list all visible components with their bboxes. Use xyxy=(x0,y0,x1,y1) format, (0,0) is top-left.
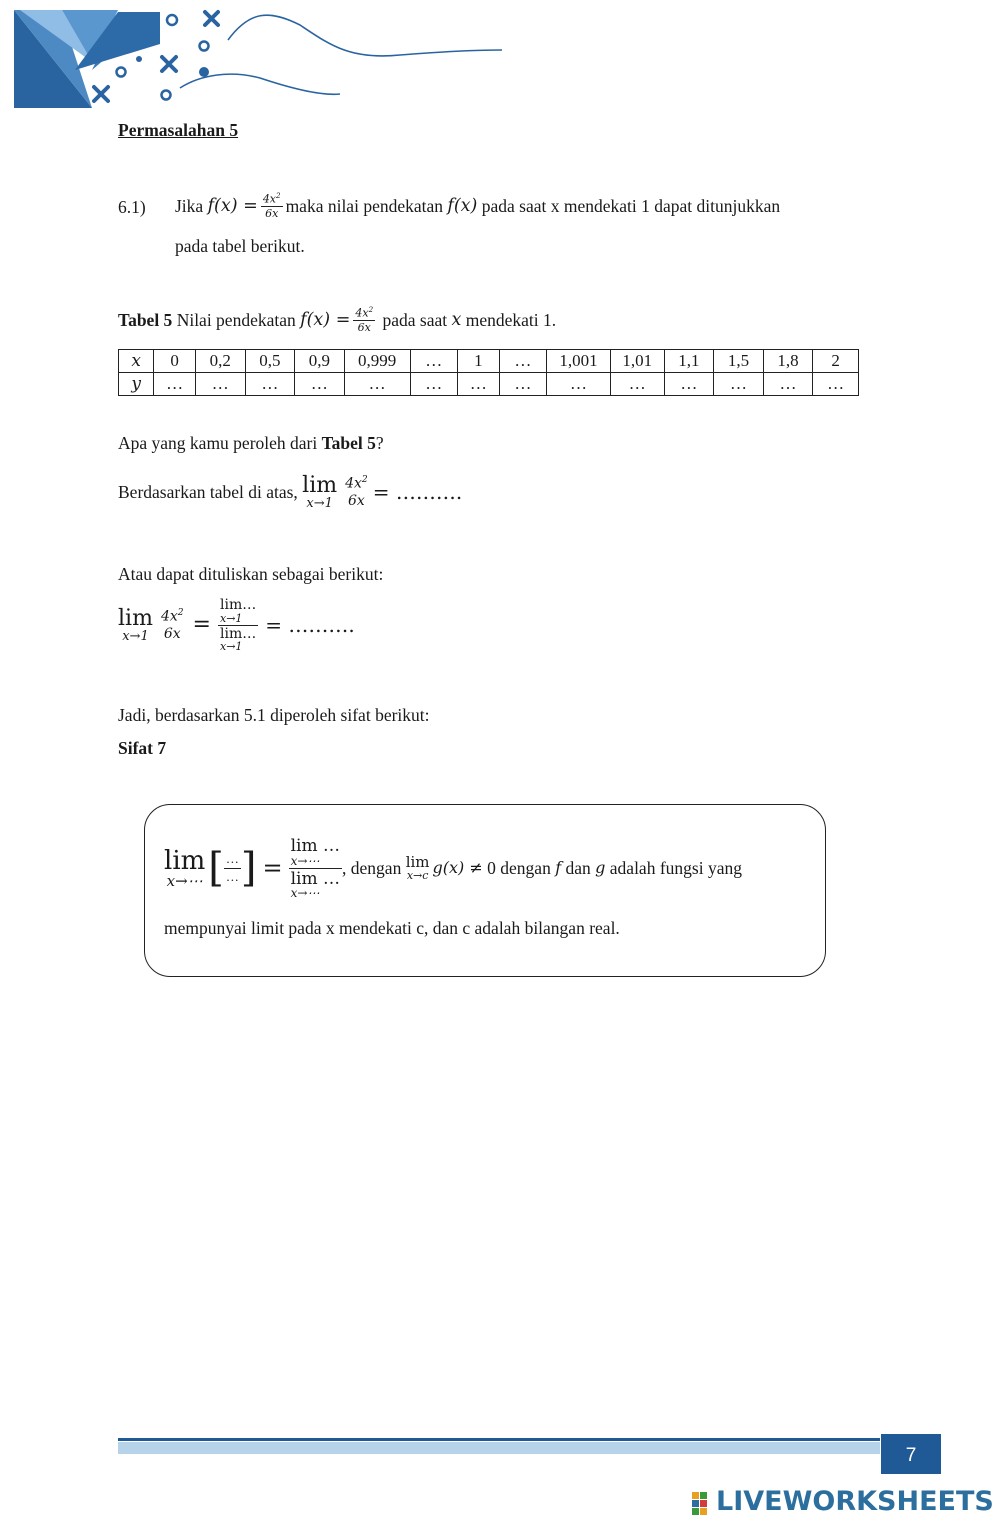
table-cell: … xyxy=(458,373,500,396)
table-cell: 0,999 xyxy=(344,350,410,373)
table-caption-fraction xyxy=(353,306,375,335)
table-caption-fraction-den: 6x xyxy=(357,321,371,335)
based-on-line xyxy=(118,466,462,518)
table-cell: … xyxy=(410,373,458,396)
conclusion: Jadi, berdasarkan 5.1 diperoleh sifat berikut: xyxy=(118,705,430,725)
problem-tail: pada saat x mendekati 1 dapat ditunjukkan xyxy=(481,195,781,216)
question-end: ? xyxy=(375,433,384,453)
table-cell: 0,9 xyxy=(295,350,345,373)
table-cell: 0,2 xyxy=(195,350,245,373)
rule-bracket-den: … xyxy=(225,868,239,884)
table-cell: 1,5 xyxy=(714,350,764,373)
table-cell: 0,5 xyxy=(245,350,295,373)
problem-lead: Jika xyxy=(175,195,204,216)
rule-rhs-num-dots: … xyxy=(323,836,341,857)
table-cell: … xyxy=(547,373,611,396)
alt-inner-fraction xyxy=(218,598,258,652)
alt-result: = ………. xyxy=(265,613,355,637)
rule-equation xyxy=(164,832,742,904)
based-on-den: 6x xyxy=(348,492,365,509)
alt-lim-word: lim xyxy=(118,605,153,631)
based-on-num: 4x xyxy=(345,475,362,492)
based-on-result: = ………. xyxy=(372,480,463,504)
rule-cond-g: g(x) ≠ xyxy=(432,858,483,878)
rule-cond-lim-word: lim xyxy=(405,853,430,871)
footer-band xyxy=(118,1442,880,1454)
rule-cond-zero: 0 dengan xyxy=(487,857,551,878)
alt-inner-num-dots: … xyxy=(242,597,257,614)
rule-rhs-num-lim: lim xyxy=(290,836,318,857)
table-cell: 1,001 xyxy=(547,350,611,373)
rule-cond-tail: adalah fungsi yang xyxy=(609,857,742,878)
table-cell: 1 xyxy=(458,350,500,373)
table-row-y xyxy=(119,373,859,396)
based-on-limit xyxy=(302,472,338,511)
alt-inner-den-sub: x→1 xyxy=(219,639,243,653)
rule-line2: mempunyai limit pada x mendekati c, dan c adalah bilangan real. xyxy=(164,918,620,938)
table-cell: 1,1 xyxy=(664,350,714,373)
rule-bracket-num: … xyxy=(224,852,241,868)
table-caption-label: Tabel 5 xyxy=(118,309,173,330)
alt-inner-den-lim: lim xyxy=(219,625,243,642)
problem-fraction-exp: 2 xyxy=(276,190,281,200)
problem-line2: pada tabel berikut. xyxy=(175,236,305,256)
table-cell: … xyxy=(195,373,245,396)
table-caption-after: pada saat xyxy=(382,309,448,330)
rule-eq: = xyxy=(262,853,283,882)
alt-lim-sub: x→1 xyxy=(122,628,149,644)
table-cell: … xyxy=(610,373,664,396)
problem-fraction-den: 6x xyxy=(265,207,279,221)
rule-g: g xyxy=(595,858,606,878)
rule-rhs-num-sub: x→⋯ xyxy=(290,853,320,868)
table-cell: 1,8 xyxy=(763,350,813,373)
table-caption-fraction-exp: 2 xyxy=(368,304,374,314)
rule-f: f xyxy=(555,858,562,878)
based-on-lim-sub: x→1 xyxy=(306,495,333,511)
header-decoration xyxy=(0,0,520,115)
table-cell: … xyxy=(763,373,813,396)
question xyxy=(118,433,384,454)
table-cell: … xyxy=(410,350,458,373)
rule-bracket-right: ] xyxy=(240,845,257,891)
based-on-exp: 2 xyxy=(361,474,368,485)
alt-inner-num-lim: lim xyxy=(219,597,243,614)
table-caption-text: Nilai pendekatan xyxy=(176,309,296,330)
table-header-x: x xyxy=(119,350,154,373)
rule-limit xyxy=(164,845,206,890)
alt-inner-num-sub: x→1 xyxy=(219,611,243,625)
rule-bracket-fraction xyxy=(224,852,241,884)
rule-rhs-den-dots: … xyxy=(323,868,341,889)
table-cell: 0 xyxy=(154,350,196,373)
table-caption-var: x xyxy=(451,309,462,330)
sifat-title: Sifat 7 xyxy=(118,738,167,758)
problem-fraction-num: 4x xyxy=(262,192,277,206)
alt-den: 6x xyxy=(163,625,181,642)
table-header-y: y xyxy=(119,373,154,396)
rule-cond-lim-sub: x→c xyxy=(406,869,429,882)
alt-eq: = xyxy=(192,611,211,637)
alt-text: Atau dapat dituliskan sebagai berikut: xyxy=(118,564,384,584)
table-cell: … xyxy=(499,350,547,373)
rule-rhs-fraction xyxy=(289,837,342,899)
problem-number: 6.1) xyxy=(118,197,146,217)
table-caption-fraction-num: 4x xyxy=(355,306,369,320)
problem-statement xyxy=(175,186,780,226)
rule-cond-pre: , dengan xyxy=(342,857,402,878)
problem-mid: maka nilai pendekatan xyxy=(285,195,443,216)
alt-inner-den-dots: … xyxy=(242,625,257,642)
brand-wordmark[interactable]: LIVEWORKSHEETS xyxy=(716,1486,994,1517)
table-caption-fx: f(x) = xyxy=(300,309,351,330)
alt-limit xyxy=(118,605,153,644)
page-number: 7 xyxy=(881,1434,941,1474)
table-cell: … xyxy=(714,373,764,396)
based-on-text: Berdasarkan tabel di atas, xyxy=(118,481,298,502)
section-title: Permasalahan 5 xyxy=(118,120,239,140)
rule-rhs-den-sub: x→⋯ xyxy=(290,886,320,901)
question-text: Apa yang kamu peroleh dari xyxy=(118,433,318,453)
table-cell: … xyxy=(245,373,295,396)
rule-lim-sub: x→⋯ xyxy=(166,871,203,890)
footer-rule xyxy=(118,1438,880,1441)
table-cell: … xyxy=(664,373,714,396)
rule-cond-limit xyxy=(406,855,430,881)
table-cell: … xyxy=(154,373,196,396)
table-cell: … xyxy=(813,373,859,396)
table-cell: 1,01 xyxy=(610,350,664,373)
problem-fx: f(x) = xyxy=(207,195,258,216)
alt-equation xyxy=(118,594,355,656)
problem-fraction xyxy=(261,192,283,221)
question-bold: Tabel 5 xyxy=(321,433,376,453)
table-caption xyxy=(118,300,556,340)
rule-rhs-den-lim: lim xyxy=(290,868,318,889)
liveworksheets-logo-icon xyxy=(692,1492,718,1516)
table-cell: … xyxy=(344,373,410,396)
rule-bracket-left: [ xyxy=(208,845,224,891)
alt-exp: 2 xyxy=(177,607,184,618)
rule-rhs-num xyxy=(291,837,340,856)
based-on-lim-word: lim xyxy=(302,472,338,498)
table-row-x xyxy=(119,350,859,373)
alt-fraction xyxy=(159,608,186,642)
based-on-fraction xyxy=(343,475,370,509)
alt-num: 4x xyxy=(160,608,178,625)
rule-lim-word: lim xyxy=(164,845,206,876)
table-cell: … xyxy=(499,373,547,396)
table-cell: … xyxy=(295,373,345,396)
rule-dan: dan xyxy=(565,857,591,878)
table-cell: 2 xyxy=(813,350,859,373)
values-table xyxy=(118,349,859,396)
problem-fx2: f(x) xyxy=(447,195,478,216)
table-caption-end: mendekati 1. xyxy=(465,309,557,330)
